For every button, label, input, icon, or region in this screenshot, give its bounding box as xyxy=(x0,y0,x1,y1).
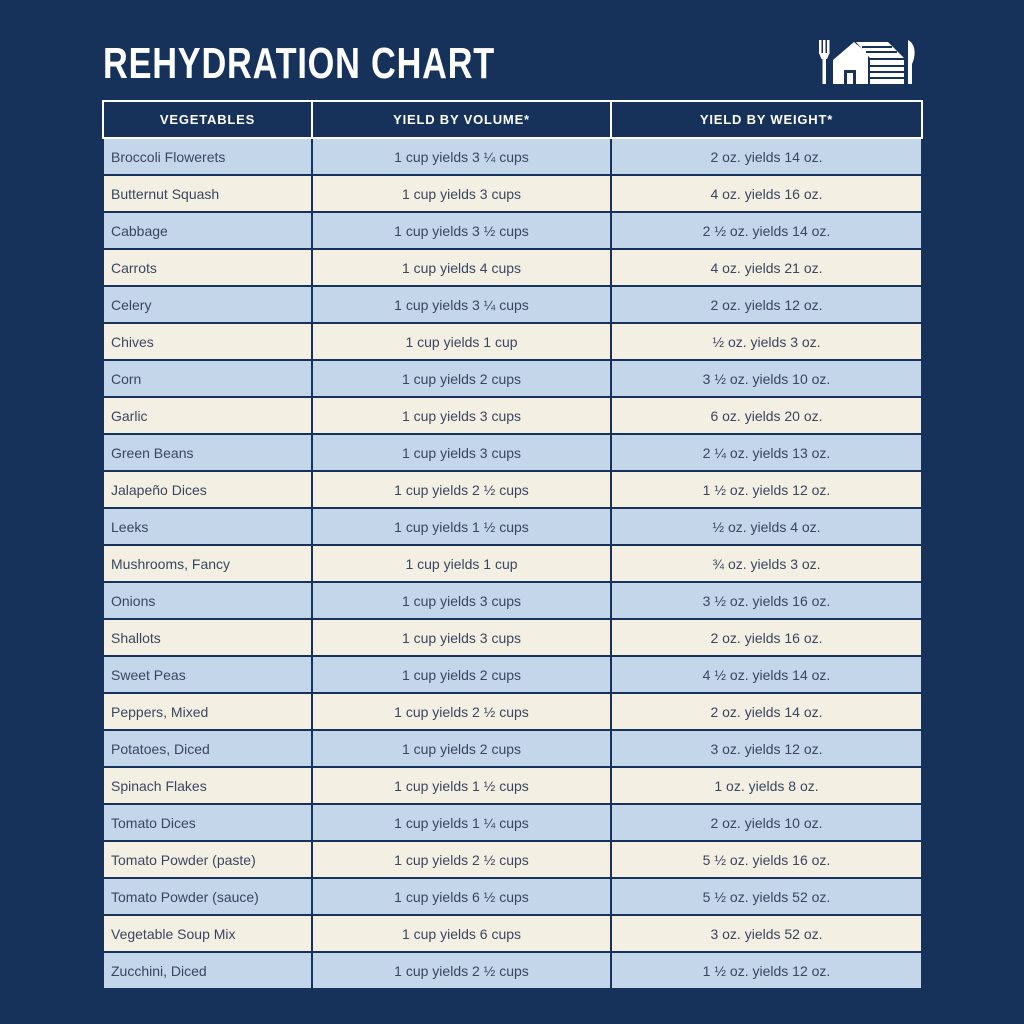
yield-by-volume-cell: 1 cup yields 2 ½ cups xyxy=(312,841,611,878)
table-row xyxy=(103,841,922,878)
farmhouse-fork-knife-icon xyxy=(818,38,916,86)
yield-by-weight-cell: 4 oz. yields 21 oz. xyxy=(611,249,922,286)
vegetable-cell: Butternut Squash xyxy=(103,175,312,212)
table-row xyxy=(103,212,922,249)
yield-by-weight-cell: 2 oz. yields 16 oz. xyxy=(611,619,922,656)
table-row xyxy=(103,582,922,619)
yield-by-volume-cell: 1 cup yields 1 cup xyxy=(312,323,611,360)
yield-by-weight-cell: 2 oz. yields 14 oz. xyxy=(611,693,922,730)
vegetable-cell: Zucchini, Diced xyxy=(103,952,312,989)
vegetable-cell: Onions xyxy=(103,582,312,619)
table-row xyxy=(103,545,922,582)
table-row xyxy=(103,138,922,175)
yield-by-weight-cell: 5 ½ oz. yields 52 oz. xyxy=(611,878,922,915)
table-row xyxy=(103,730,922,767)
table-row xyxy=(103,249,922,286)
vegetable-cell: Spinach Flakes xyxy=(103,767,312,804)
yield-by-volume-cell: 1 cup yields 4 cups xyxy=(312,249,611,286)
yield-by-weight-cell: 1 ½ oz. yields 12 oz. xyxy=(611,952,922,989)
yield-by-volume-cell: 1 cup yields 3 cups xyxy=(312,619,611,656)
table-row xyxy=(103,434,922,471)
yield-by-weight-cell: 2 ½ oz. yields 14 oz. xyxy=(611,212,922,249)
vegetable-cell: Potatoes, Diced xyxy=(103,730,312,767)
yield-by-volume-cell: 1 cup yields 3 cups xyxy=(312,175,611,212)
yield-by-weight-cell: 3 ½ oz. yields 10 oz. xyxy=(611,360,922,397)
rehydration-table xyxy=(102,100,923,990)
table-row xyxy=(103,508,922,545)
table-row xyxy=(103,878,922,915)
table-row xyxy=(103,286,922,323)
yield-by-weight-cell: 6 oz. yields 20 oz. xyxy=(611,397,922,434)
yield-by-weight-cell: 2 oz. yields 10 oz. xyxy=(611,804,922,841)
yield-by-volume-cell: 1 cup yields 1 ¼ cups xyxy=(312,804,611,841)
yield-by-weight-cell: 5 ½ oz. yields 16 oz. xyxy=(611,841,922,878)
yield-by-volume-cell: 1 cup yields 2 cups xyxy=(312,360,611,397)
table-row xyxy=(103,471,922,508)
yield-by-weight-cell: 1 oz. yields 8 oz. xyxy=(611,767,922,804)
yield-by-weight-cell: ¾ oz. yields 3 oz. xyxy=(611,545,922,582)
yield-by-volume-cell: 1 cup yields 2 cups xyxy=(312,656,611,693)
yield-by-weight-cell: 3 oz. yields 12 oz. xyxy=(611,730,922,767)
yield-by-weight-cell: 4 oz. yields 16 oz. xyxy=(611,175,922,212)
column-header-yield-by-volume: YIELD BY VOLUME* xyxy=(312,101,611,138)
vegetable-cell: Tomato Powder (paste) xyxy=(103,841,312,878)
table-row xyxy=(103,656,922,693)
vegetable-cell: Tomato Powder (sauce) xyxy=(103,878,312,915)
vegetable-cell: Shallots xyxy=(103,619,312,656)
yield-by-volume-cell: 1 cup yields 3 cups xyxy=(312,582,611,619)
yield-by-volume-cell: 1 cup yields 2 ½ cups xyxy=(312,471,611,508)
yield-by-weight-cell: 2 oz. yields 12 oz. xyxy=(611,286,922,323)
yield-by-weight-cell: ½ oz. yields 4 oz. xyxy=(611,508,922,545)
vegetable-cell: Sweet Peas xyxy=(103,656,312,693)
table-row xyxy=(103,952,922,989)
vegetable-cell: Corn xyxy=(103,360,312,397)
column-header-yield-by-weight: YIELD BY WEIGHT* xyxy=(611,101,922,138)
yield-by-volume-cell: 1 cup yields 3 cups xyxy=(312,434,611,471)
yield-by-volume-cell: 1 cup yields 1 ½ cups xyxy=(312,767,611,804)
yield-by-weight-cell: 1 ½ oz. yields 12 oz. xyxy=(611,471,922,508)
yield-by-volume-cell: 1 cup yields 2 ½ cups xyxy=(312,693,611,730)
yield-by-weight-cell: 4 ½ oz. yields 14 oz. xyxy=(611,656,922,693)
yield-by-volume-cell: 1 cup yields 6 cups xyxy=(312,915,611,952)
yield-by-volume-cell: 1 cup yields 3 ½ cups xyxy=(312,212,611,249)
table-row xyxy=(103,915,922,952)
vegetable-cell: Chives xyxy=(103,323,312,360)
yield-by-weight-cell: 3 ½ oz. yields 16 oz. xyxy=(611,582,922,619)
yield-by-volume-cell: 1 cup yields 3 ¼ cups xyxy=(312,138,611,175)
vegetable-cell: Mushrooms, Fancy xyxy=(103,545,312,582)
vegetable-cell: Garlic xyxy=(103,397,312,434)
column-header-vegetables: VEGETABLES xyxy=(103,101,312,138)
vegetable-cell: Celery xyxy=(103,286,312,323)
vegetable-cell: Peppers, Mixed xyxy=(103,693,312,730)
yield-by-volume-cell: 1 cup yields 2 cups xyxy=(312,730,611,767)
vegetable-cell: Leeks xyxy=(103,508,312,545)
vegetable-cell: Green Beans xyxy=(103,434,312,471)
table-row xyxy=(103,175,922,212)
vegetable-cell: Broccoli Flowerets xyxy=(103,138,312,175)
vegetable-cell: Vegetable Soup Mix xyxy=(103,915,312,952)
yield-by-volume-cell: 1 cup yields 3 ¼ cups xyxy=(312,286,611,323)
page-title: REHYDRATION CHART xyxy=(103,39,496,88)
vegetable-cell: Carrots xyxy=(103,249,312,286)
yield-by-volume-cell: 1 cup yields 1 cup xyxy=(312,545,611,582)
table-row xyxy=(103,360,922,397)
yield-by-volume-cell: 1 cup yields 6 ½ cups xyxy=(312,878,611,915)
vegetable-cell: Tomato Dices xyxy=(103,804,312,841)
yield-by-volume-cell: 1 cup yields 1 ½ cups xyxy=(312,508,611,545)
yield-by-weight-cell: 2 ¼ oz. yields 13 oz. xyxy=(611,434,922,471)
vegetable-cell: Cabbage xyxy=(103,212,312,249)
table-row xyxy=(103,619,922,656)
table-row xyxy=(103,767,922,804)
table-row xyxy=(103,804,922,841)
table-header-row xyxy=(103,101,922,138)
table-row xyxy=(103,323,922,360)
yield-by-weight-cell: ½ oz. yields 3 oz. xyxy=(611,323,922,360)
table-row xyxy=(103,693,922,730)
yield-by-weight-cell: 3 oz. yields 52 oz. xyxy=(611,915,922,952)
yield-by-weight-cell: 2 oz. yields 14 oz. xyxy=(611,138,922,175)
table-row xyxy=(103,397,922,434)
vegetable-cell: Jalapeño Dices xyxy=(103,471,312,508)
yield-by-volume-cell: 1 cup yields 3 cups xyxy=(312,397,611,434)
yield-by-volume-cell: 1 cup yields 2 ½ cups xyxy=(312,952,611,989)
